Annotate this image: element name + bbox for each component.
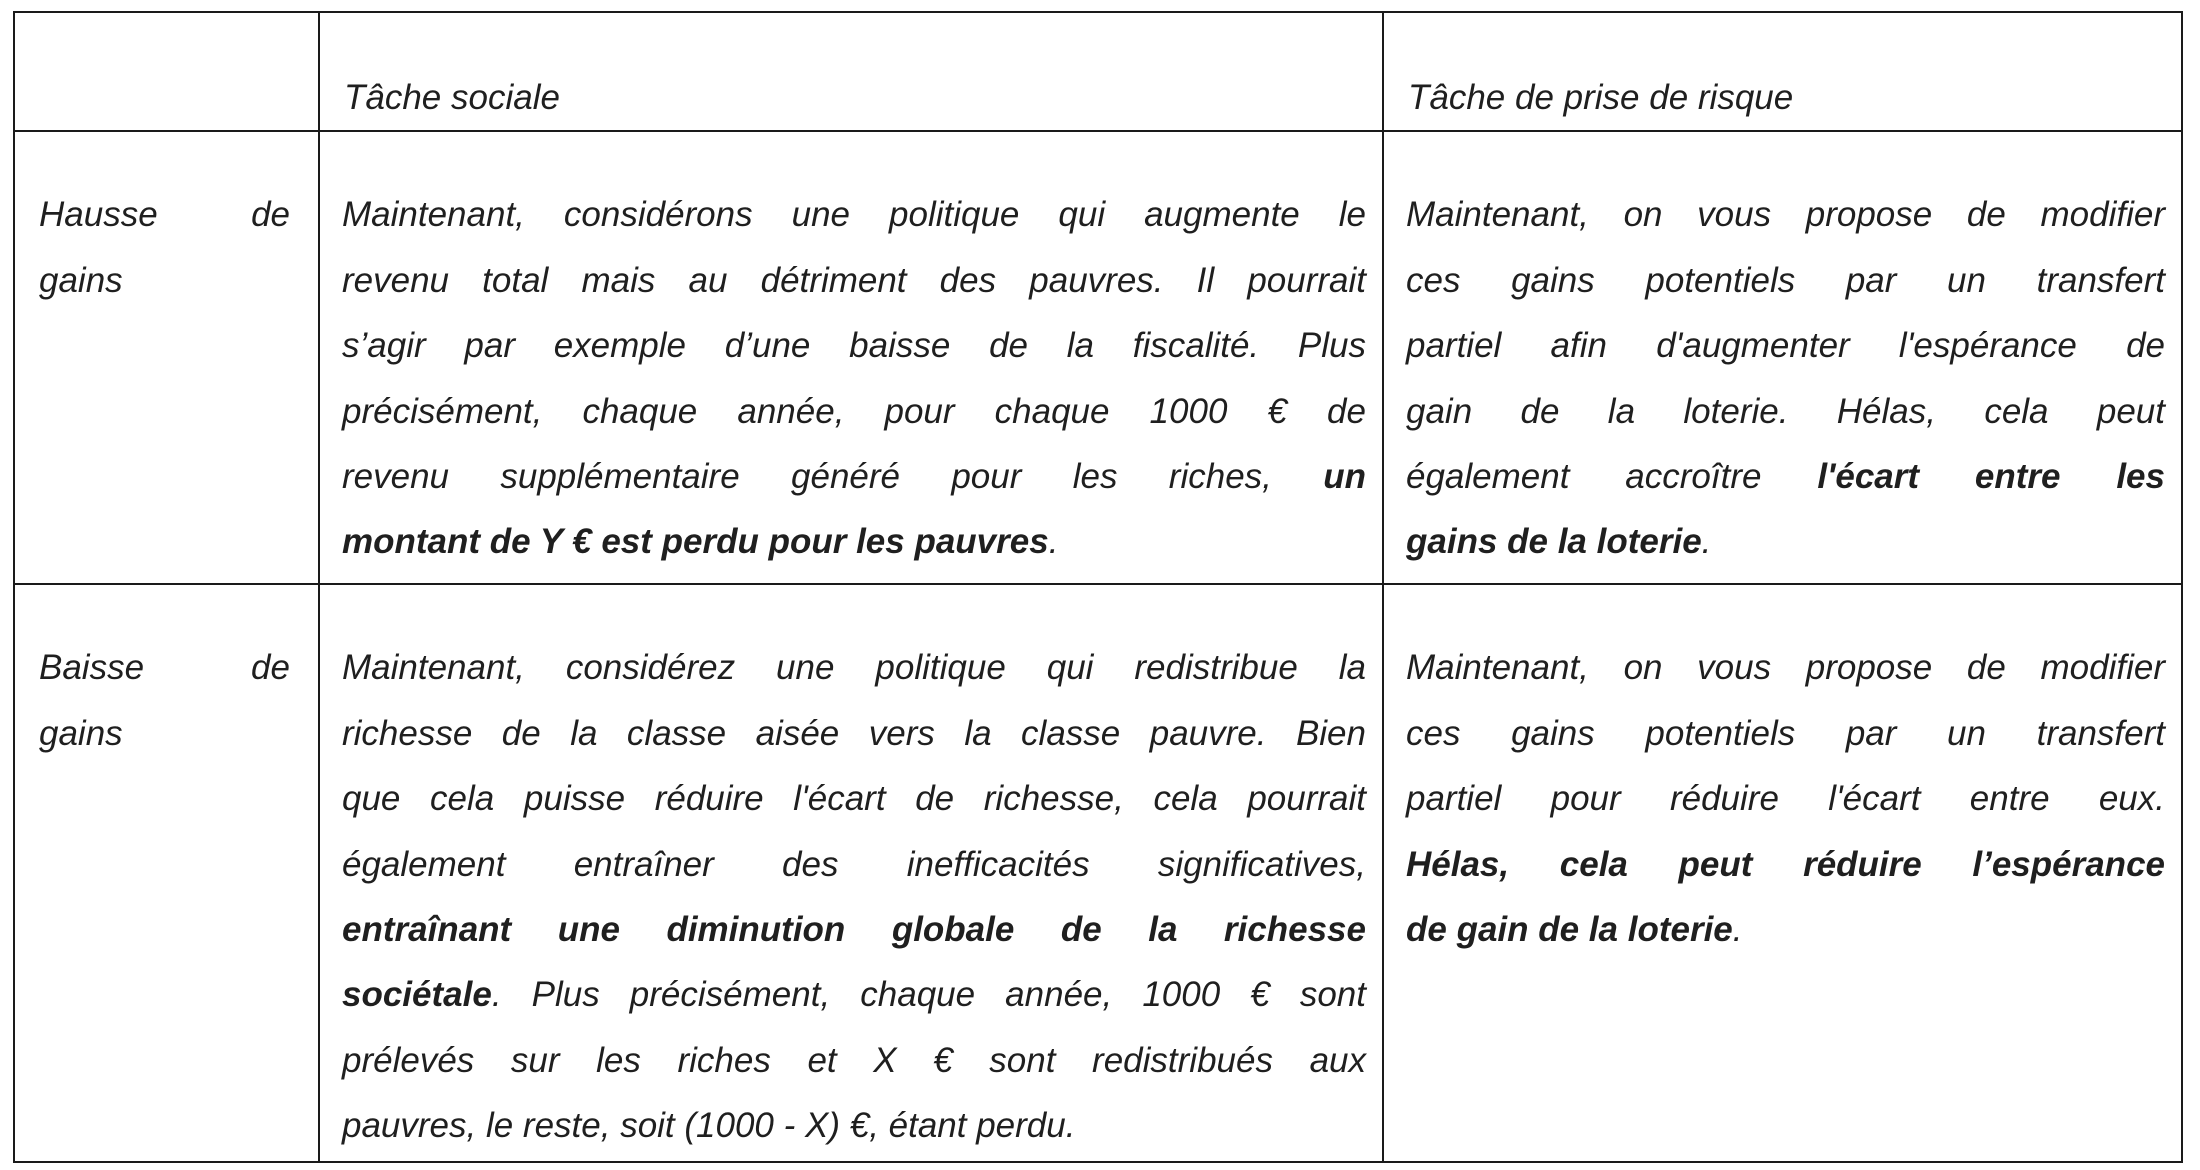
text: partiel pour réduire l'écart entre eux. <box>1406 779 2165 819</box>
header-risk-task: Tâche de prise de risque <box>1408 78 1794 117</box>
comparison-table <box>13 11 2183 1163</box>
bold-text: un <box>1323 456 1366 496</box>
bold-text: gains de la loterie <box>1406 522 1702 562</box>
text: revenu total mais au détriment des pauvres. Il pourrait <box>342 260 1366 300</box>
text: partiel afin d'augmenter l'espérance de <box>1406 326 2165 366</box>
bold-text: sociétale <box>342 975 492 1015</box>
text: Maintenant, considérez une politique qui redistribue la <box>342 648 1366 688</box>
text-line <box>342 832 1366 897</box>
text: précisément, chaque année, pour chaque 1000 € de <box>342 391 1366 431</box>
header-social-task: Tâche sociale <box>344 78 560 117</box>
text-line <box>1406 701 2165 766</box>
header-cell-risk-task <box>1383 12 2182 131</box>
text: richesse de la classe aisée vers la classe pauvre. Bien <box>342 713 1366 753</box>
text-line <box>342 635 1366 700</box>
text: Maintenant, on vous propose de modifier <box>1406 195 2165 235</box>
social-task-cell <box>319 131 1383 584</box>
text: . <box>1732 909 1743 949</box>
text-line <box>1406 444 2165 509</box>
text-line <box>342 766 1366 831</box>
text-line: gains <box>39 260 123 300</box>
table-row-gain-increase <box>14 131 2182 584</box>
text-line: gains <box>39 713 123 753</box>
header-cell-empty <box>14 12 319 131</box>
text-line <box>1406 897 2165 962</box>
text-line <box>342 962 1366 1027</box>
text-line <box>342 444 1366 509</box>
text: également accroître <box>1406 456 1818 496</box>
text: s’agir par exemple d’une baisse de la fiscalité. Plus <box>342 326 1366 366</box>
header-row <box>14 12 2182 131</box>
text: pauvres, le reste, soit (1000 - X) €, étant perdu. <box>342 1106 1076 1146</box>
text: gain de la loterie. Hélas, cela peut <box>1406 391 2165 431</box>
text-line <box>1406 248 2165 313</box>
text: . <box>1701 522 1712 562</box>
risk-task-text <box>1384 132 2181 574</box>
bold-text: de gain de la loterie <box>1406 909 1733 949</box>
bold-text: montant de Y € est perdu pour les pauvres <box>342 522 1049 562</box>
text-line: Baisse de <box>39 648 290 688</box>
risk-task-text <box>1384 585 2181 962</box>
social-task-text <box>320 132 1382 574</box>
text-line <box>342 1028 1366 1093</box>
text: prélevés sur les riches et X € sont redistribués aux <box>342 1040 1366 1080</box>
text: ces gains potentiels par un transfert <box>1406 260 2165 300</box>
text-line <box>1406 313 2165 378</box>
header-cell-social-task <box>319 12 1383 131</box>
text-line <box>342 509 1366 574</box>
text: ces gains potentiels par un transfert <box>1406 713 2165 753</box>
text: Maintenant, on vous propose de modifier <box>1406 648 2165 688</box>
header-empty-text <box>15 13 318 65</box>
text-line <box>1406 509 2165 574</box>
bold-text: l'écart entre les <box>1817 456 2165 496</box>
social-task-text <box>320 585 1382 1158</box>
text-line <box>1406 379 2165 444</box>
text-line <box>342 379 1366 444</box>
row-label <box>15 132 318 313</box>
text-line <box>342 248 1366 313</box>
text: . Plus précisément, chaque année, 1000 € sont <box>491 975 1366 1015</box>
text: également entraîner des inefficacités significatives, <box>342 844 1366 884</box>
text-line <box>342 1093 1366 1158</box>
table-row-gain-decrease <box>14 584 2182 1162</box>
social-task-cell <box>319 584 1383 1162</box>
row-label-cell <box>14 584 319 1162</box>
text-line <box>1406 832 2165 897</box>
text-line <box>342 897 1366 962</box>
row-label-cell <box>14 131 319 584</box>
text: . <box>1048 522 1059 562</box>
text-line <box>342 313 1366 378</box>
risk-task-cell <box>1383 131 2182 584</box>
text-line: Hausse de <box>39 195 290 235</box>
row-label <box>15 585 318 766</box>
text: que cela puisse réduire l'écart de richesse, cela pourrait <box>342 779 1366 819</box>
risk-task-cell <box>1383 584 2182 1162</box>
text-line <box>342 182 1366 247</box>
text-line <box>1406 766 2165 831</box>
bold-text: Hélas, cela peut réduire l’espérance <box>1406 844 2165 884</box>
text: Maintenant, considérons une politique qui augmente le <box>342 195 1366 235</box>
text: revenu supplémentaire généré pour les riches, <box>342 456 1324 496</box>
text-line <box>342 701 1366 766</box>
bold-text: entraînant une diminution globale de la richesse <box>342 909 1366 949</box>
text-line <box>1406 182 2165 247</box>
text-line <box>1406 635 2165 700</box>
